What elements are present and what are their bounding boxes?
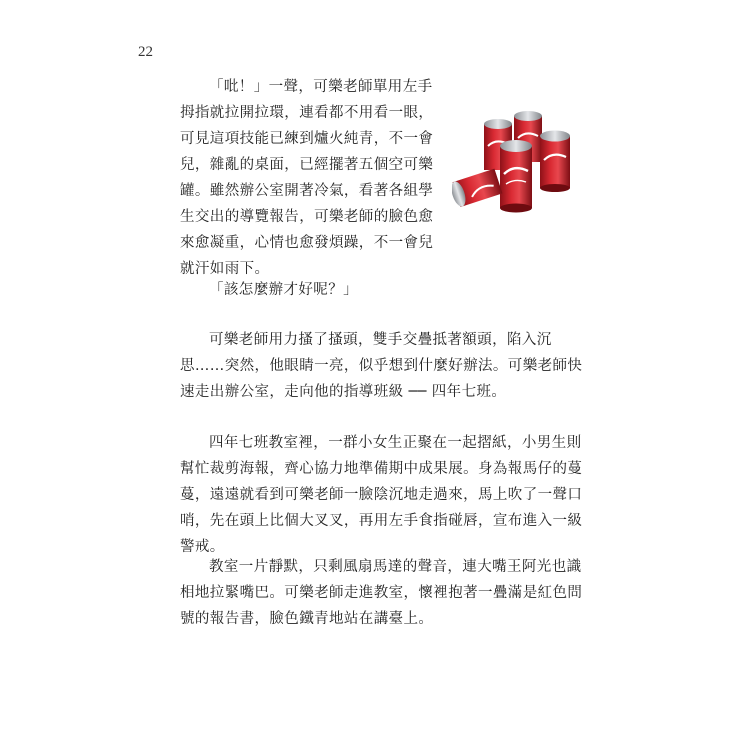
- page-number: 22: [138, 44, 153, 60]
- paragraph-3: 可樂老師用力搔了搔頭，雙手交疊抵著額頭，陷入沉思……突然，他眼睛一亮，似乎想到什麼好辦法。可樂老師快速走出辦公室，走向他的指導班級 ── 四年七班。: [180, 332, 583, 400]
- paragraph-2: 「該怎麼辦才好呢？」: [209, 282, 358, 298]
- cola-can-front: [500, 140, 532, 213]
- paragraph-4: 四年七班教室裡，一群小女生正聚在一起摺紙，小男生則幫忙裁剪海報，齊心協力地準備期中成果展。身為報馬仔的蔓蔓，遠遠就看到可樂老師一臉陰沉地走過來，馬上吹了一聲口哨，先在頭上比個大叉叉，再用左手食指碰唇，宣布進入一級警戒。: [180, 435, 583, 555]
- paragraph-5: 教室一片靜默，只剩風扇馬達的聲音，連大嘴王阿光也識相地拉緊嘴巴。可樂老師走進教室，懷裡抱著一疊滿是紅色問號的報告書，臉色鐵青地站在講臺上。: [180, 559, 583, 627]
- cola-can-lying: [452, 169, 502, 209]
- paragraph-1: 「吡！」一聲，可樂老師單用左手拇指就拉開拉環，連看都不用看一眼，可見這項技能已練到爐火純青，不一會兒，雜亂的桌面，已經擺著五個空可樂罐。雖然辦公室開著冷氣，看著各組學生交出的導覽報告，可樂老師的臉色愈來愈凝重，心情也愈發煩躁，不一會兒就汗如雨下。: [180, 79, 434, 277]
- cola-can-right: [540, 131, 570, 193]
- cola-cans-illustration: [452, 110, 580, 222]
